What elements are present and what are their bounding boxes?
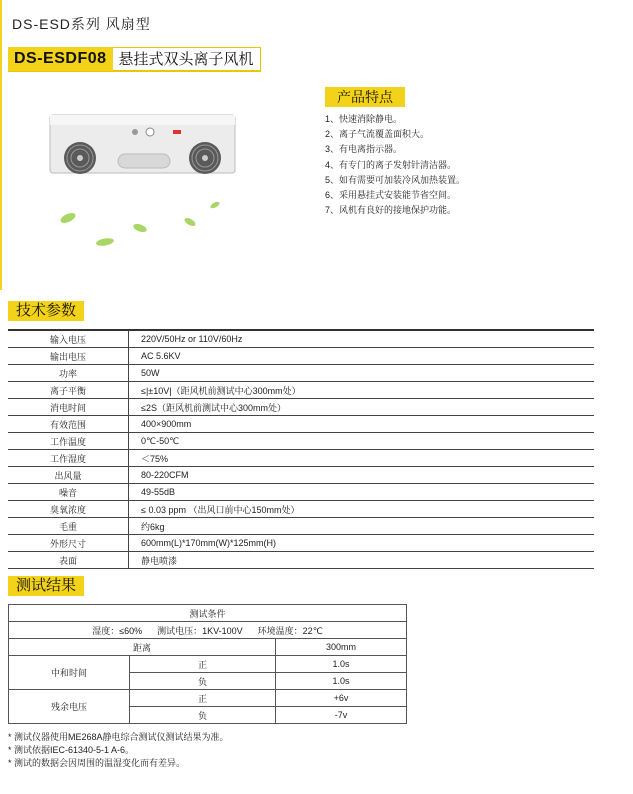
table-row — [8, 535, 594, 552]
feature-item: 6、采用悬挂式安装能节省空间。 — [325, 190, 457, 201]
residual-negative: -7v — [276, 707, 407, 724]
distance-value: 300mm — [276, 639, 407, 656]
table-row — [8, 484, 594, 501]
note-item: * 测试依据IEC-61340-5-1 A-6。 — [8, 745, 135, 755]
neutralize-negative: 1.0s — [276, 673, 407, 690]
model-header — [8, 47, 261, 72]
accent-rule — [0, 0, 2, 290]
polarity-negative: 负 — [130, 673, 276, 690]
feature-item: 5、如有需要可加装冷风加热装置。 — [325, 174, 466, 185]
spec-key: 外形尺寸 — [8, 535, 129, 552]
neutralize-label: 中和时间 — [9, 656, 130, 690]
notes — [8, 731, 229, 770]
table-row — [9, 639, 407, 656]
test-title: 测试结果 — [8, 576, 84, 596]
spec-value: 49-55dB — [129, 484, 595, 501]
spec-key: 输入电压 — [8, 330, 129, 348]
feature-item: 2、离子气流覆盖面积大。 — [325, 129, 430, 140]
features-title: 产品特点 — [325, 87, 405, 107]
spec-key: 工作温度 — [8, 433, 129, 450]
conditions-label: 测试条件 — [9, 605, 407, 622]
spec-value: ＜75% — [129, 450, 595, 467]
feature-item: 1、快速消除静电。 — [325, 114, 403, 124]
feature-item: 4、有专门的离子发射针清洁器。 — [325, 159, 457, 170]
neutralize-positive: 1.0s — [276, 656, 407, 673]
spec-key: 离子平衡 — [8, 382, 129, 399]
table-row — [8, 501, 594, 518]
test-table — [8, 604, 407, 724]
spec-key: 输出电压 — [8, 348, 129, 365]
spec-key: 功率 — [8, 365, 129, 382]
table-row — [8, 518, 594, 535]
table-row — [8, 416, 594, 433]
model-name: 悬挂式双头离子风机 — [113, 47, 261, 71]
residual-positive: +6v — [276, 690, 407, 707]
spec-key: 臭氧浓度 — [8, 501, 129, 518]
spec-key: 工作湿度 — [8, 450, 129, 467]
spec-key: 表面 — [8, 552, 129, 569]
spec-value: 0℃-50℃ — [129, 433, 595, 450]
table-row — [9, 690, 407, 707]
table-row — [8, 348, 594, 365]
polarity-positive: 正 — [130, 656, 276, 673]
spec-value: 400×900mm — [129, 416, 595, 433]
feature-item: 7、风机有良好的接地保护功能。 — [325, 205, 457, 216]
features-list — [325, 112, 465, 218]
spec-value: 静电喷漆 — [129, 552, 595, 569]
spec-value: 600mm(L)*170mm(W)*125mm(H) — [129, 535, 595, 552]
spec-value: 80-220CFM — [129, 467, 595, 484]
model-code: DS-ESDF08 — [8, 47, 113, 71]
residual-label: 残余电压 — [9, 690, 130, 724]
specs-table — [8, 329, 594, 569]
table-row — [8, 450, 594, 467]
conditions-values: 湿度：≤60% 测试电压：1KV-100V 环境温度：22℃ — [9, 622, 407, 639]
spec-key: 出风量 — [8, 467, 129, 484]
feature-item: 3、有电离指示器。 — [325, 144, 403, 155]
spec-value: ≤|±10V|（距风机前测试中心300mm处） — [129, 382, 595, 399]
note-item: * 测试仪器使用ME268A静电综合测试仪测试结果为准。 — [8, 732, 229, 742]
table-row — [8, 467, 594, 484]
spec-value: 220V/50Hz or 110V/60Hz — [129, 330, 595, 348]
spec-key: 有效范围 — [8, 416, 129, 433]
series-title: DS-ESD系列 风扇型 — [12, 16, 151, 32]
specs-title: 技术参数 — [8, 301, 84, 321]
note-item: * 测试的数据会因周围的温湿变化而有差异。 — [8, 758, 186, 768]
polarity-negative: 负 — [130, 707, 276, 724]
product-image — [40, 110, 270, 250]
spec-key: 噪音 — [8, 484, 129, 501]
spec-value: AC 5.6KV — [129, 348, 595, 365]
polarity-positive: 正 — [130, 690, 276, 707]
spec-value: 约6kg — [129, 518, 595, 535]
table-row — [9, 656, 407, 673]
spec-key: 毛重 — [8, 518, 129, 535]
table-row — [8, 382, 594, 399]
table-row — [9, 622, 407, 639]
table-row — [8, 399, 594, 416]
table-row — [8, 330, 594, 348]
spec-value: 50W — [129, 365, 595, 382]
distance-label: 距离 — [9, 639, 276, 656]
spec-value: ≤ 0.03 ppm （出风口前中心150mm处） — [129, 501, 595, 518]
table-row — [9, 605, 407, 622]
spec-value: ≤2S（距风机前测试中心300mm处） — [129, 399, 595, 416]
spec-key: 消电时间 — [8, 399, 129, 416]
table-row — [8, 552, 594, 569]
table-row — [8, 365, 594, 382]
table-row — [8, 433, 594, 450]
